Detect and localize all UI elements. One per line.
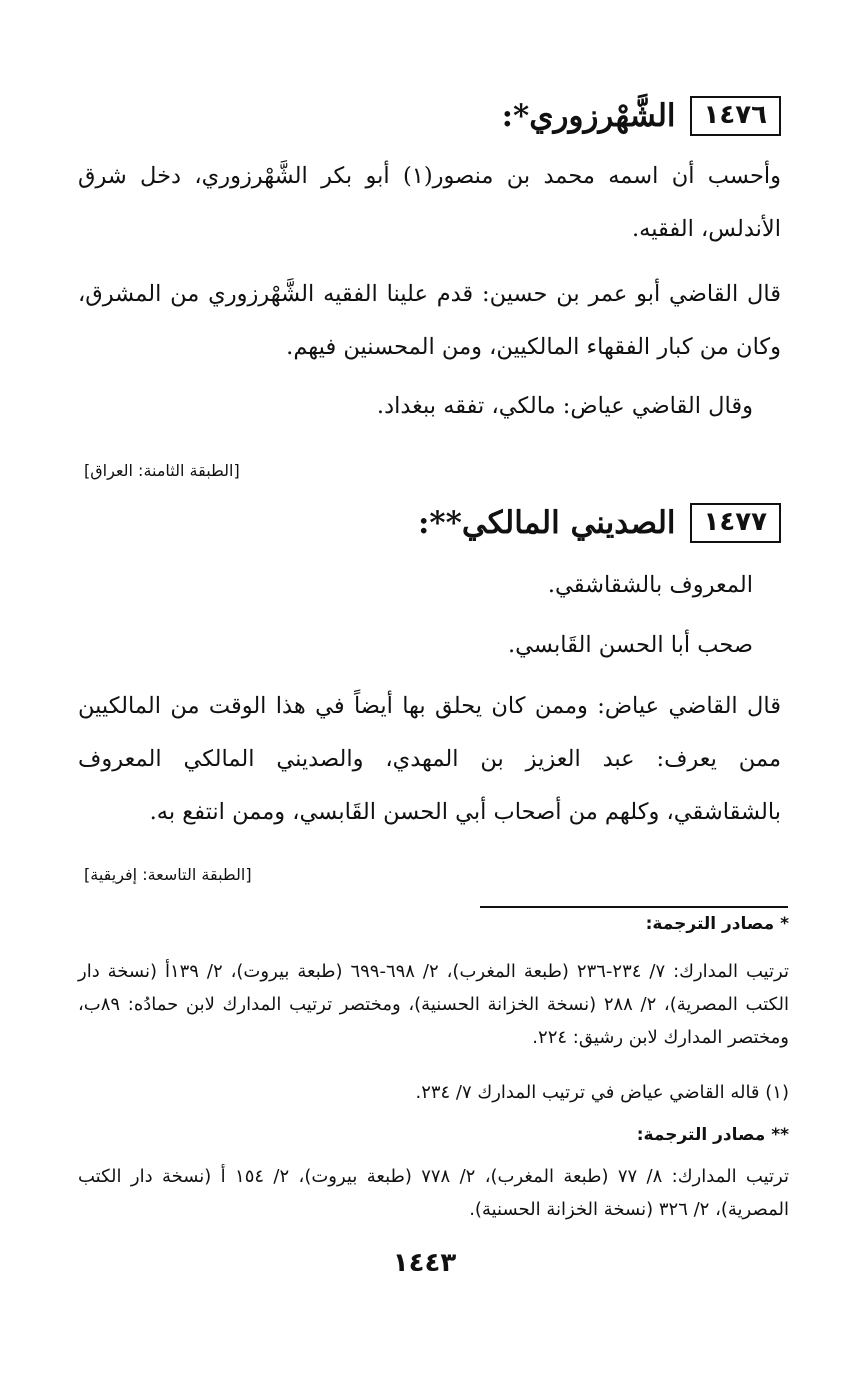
paragraph: صحب أبا الحسن القَابسي. [508,632,753,658]
entry-title: الصديني المالكي**: [417,505,676,541]
paragraph: وأحسب أن اسمه محمد بن منصور(١) أبو بكر الشَّهْرزوري، دخل شرق الأندلس، الفقيه. [78,163,781,242]
page-number: ١٤٤٣ [392,1248,457,1278]
footnote-separator [480,906,788,908]
paragraph: قال القاضي أبو عمر بن حسين: قدم علينا الفقيه الشَّهْرزوري من المشرق، وكان من كبار الفقهاء المالكيين، ومن المحسنين فيهم. [78,281,781,360]
tier-label: [الطبقة التاسعة: إفريقية] [84,865,252,884]
footnote-source-heading: ** مصادر الترجمة: [636,1125,789,1145]
paragraph: قال القاضي عياض: وممن كان يحلق بها أيضاً في هذا الوقت من المالكيين ممن يعرف: عبد العزيز بن المهدي، والصديني المالكي المعروف بالشقاشقي، وكلهم من أصحاب أبي الحسن القَابسي، وممن انتفع به. [78,693,781,825]
footnote-note: (١) قاله القاضي عياض في ترتيب المدارك ٧/ ٢٣٤. [415,1082,789,1103]
entry-number: ١٤٧٦ [690,96,781,136]
paragraph: المعروف بالشقاشقي. [547,572,753,598]
footnote-source-text: ترتيب المدارك: ٧/ ٢٣٤-٢٣٦ (طبعة المغرب)، ٢/ ٦٩٨-٦٩٩ (طبعة بيروت)، ٢/ ١٣٩أ (نسخة دار الكتب المصرية)، ٢/ ٢٨٨ (نسخة الخزانة الحسنية)، ومختصر ترتيب المدارك لابن حمادُه: ٨٩ب، ومختصر المدارك لابن رشيق: ٢٢٤. [78,961,789,1048]
tier-label: [الطبقة الثامنة: العراق] [84,461,240,480]
entry-1476-header [502,96,781,136]
entry-1477-header [418,503,781,543]
entry-number: ١٤٧٧ [690,503,781,543]
footnote-source-heading: * مصادر الترجمة: [645,914,789,934]
paragraph: وقال القاضي عياض: مالكي، تفقه ببغداد. [376,393,753,419]
entry-title: الشَّهْرزوري*: [501,98,676,134]
footnote-source-text: ترتيب المدارك: ٨/ ٧٧ (طبعة المغرب)، ٢/ ٧٧٨ (طبعة بيروت)، ٢/ ١٥٤ أ (نسخة دار الكتب المصرية)، ٢/ ٣٢٦ (نسخة الخزانة الحسنية). [78,1166,789,1220]
